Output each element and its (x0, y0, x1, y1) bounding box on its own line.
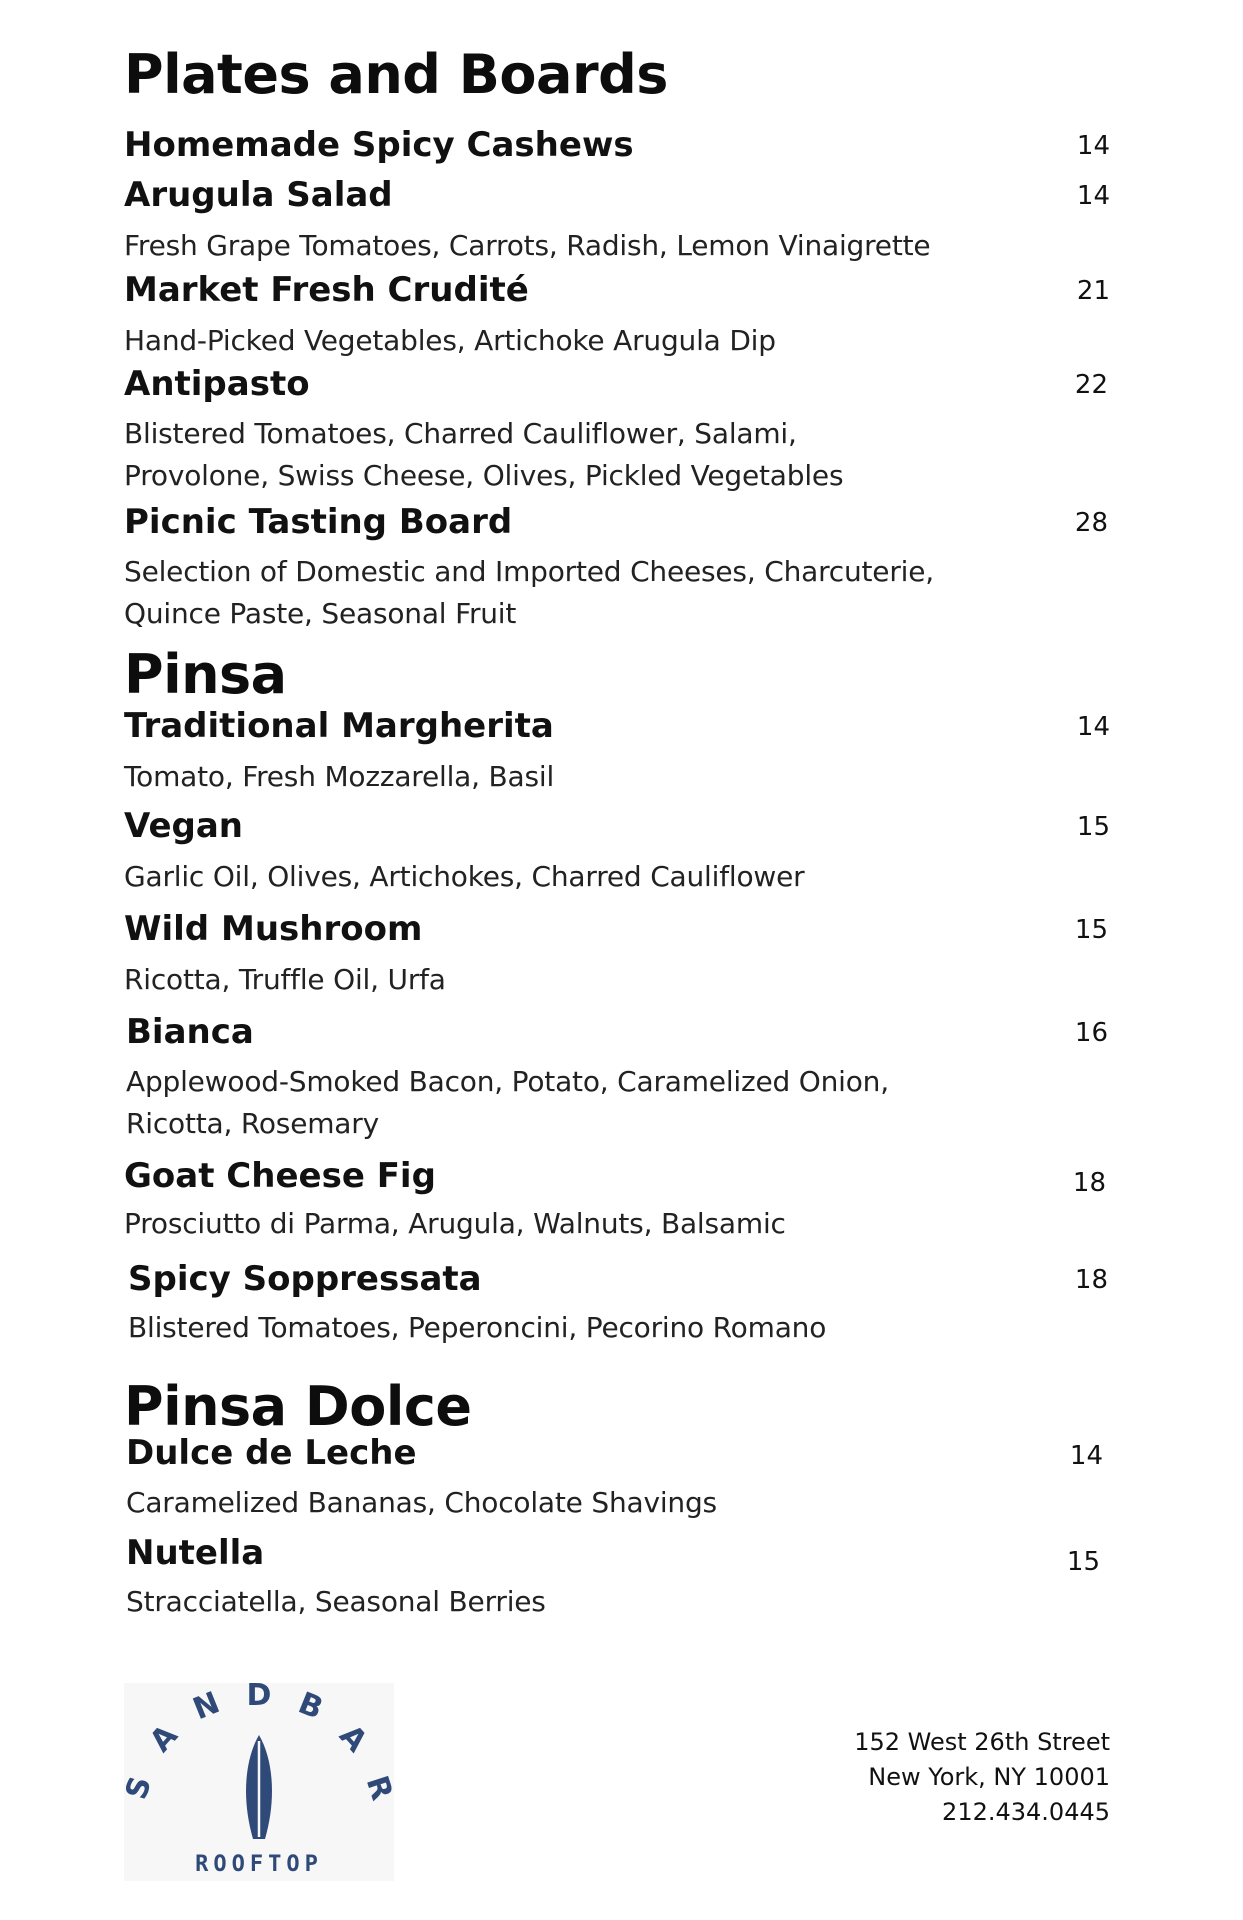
address-block (854, 1725, 1110, 1830)
address-street: 152 West 26th Street (854, 1728, 1110, 1756)
logo-graphic (118, 1678, 400, 1881)
menu-item-price: 15 (1076, 812, 1110, 842)
menu-item-description: Caramelized Bananas, Chocolate Shavings (126, 1486, 717, 1519)
logo-letter: B (293, 1685, 328, 1727)
menu-item-name: Picnic Tasting Board (124, 502, 513, 542)
menu-item-price: 16 (1074, 1018, 1108, 1048)
menu-item-name: Antipasto (124, 364, 310, 404)
menu-item-name: Nutella (126, 1533, 265, 1573)
menu-item-description: Provolone, Swiss Cheese, Olives, Pickled Vegetables (124, 459, 844, 492)
menu-item-name: Vegan (124, 806, 243, 846)
menu-item-name: Goat Cheese Fig (124, 1156, 436, 1196)
menu-item-description: Ricotta, Rosemary (126, 1107, 379, 1140)
logo-letter: N (188, 1685, 225, 1728)
menu-item-description: Ricotta, Truffle Oil, Urfa (124, 963, 446, 996)
logo-letter: R (358, 1771, 400, 1805)
logo-letter: A (143, 1718, 185, 1759)
menu-item-price: 18 (1072, 1168, 1106, 1198)
menu-item-price: 28 (1074, 508, 1108, 538)
menu-item-price: 15 (1066, 1547, 1100, 1577)
menu-item-price: 18 (1074, 1265, 1108, 1295)
logo-subtitle: ROOFTOP (195, 1852, 323, 1877)
menu-item-name: Wild Mushroom (124, 909, 423, 949)
menu-item-description: Blistered Tomatoes, Peperoncini, Pecorino Romano (128, 1311, 827, 1344)
address-city: New York, NY 10001 (868, 1763, 1110, 1791)
menu-item-price: 14 (1076, 181, 1110, 211)
logo-letter: S (118, 1772, 159, 1804)
menu-item-price: 22 (1074, 370, 1108, 400)
menu-item-description: Quince Paste, Seasonal Fruit (124, 597, 517, 630)
menu-item-description: Garlic Oil, Olives, Artichokes, Charred Cauliflower (124, 860, 805, 893)
section-title: Pinsa Dolce (124, 1375, 472, 1438)
menu-item-name: Market Fresh Crudité (124, 270, 529, 310)
menu-item-description: Tomato, Fresh Mozzarella, Basil (124, 760, 555, 793)
section-title: Plates and Boards (124, 43, 668, 106)
logo-letter: D (246, 1678, 272, 1713)
menu-item-price: 21 (1076, 276, 1110, 306)
menu-item-name: Dulce de Leche (126, 1433, 417, 1473)
menu-item-name: Arugula Salad (124, 175, 393, 215)
menu-item-price: 14 (1076, 131, 1110, 161)
menu-item-name: Spicy Soppressata (128, 1259, 482, 1299)
phone-number: 212.434.0445 (942, 1798, 1110, 1826)
menu-item-description: Blistered Tomatoes, Charred Cauliflower, Salami, (124, 417, 797, 450)
menu-item-price: 14 (1069, 1441, 1103, 1471)
menu-item-description: Fresh Grape Tomatoes, Carrots, Radish, Lemon Vinaigrette (124, 229, 931, 262)
menu-item-description: Hand-Picked Vegetables, Artichoke Arugula Dip (124, 324, 776, 357)
sandbar-rooftop-logo (118, 1678, 400, 1881)
menu-item-price: 15 (1074, 915, 1108, 945)
menu-item-description: Selection of Domestic and Imported Cheeses, Charcuterie, (124, 555, 934, 588)
menu-item-description: Applewood-Smoked Bacon, Potato, Caramelized Onion, (126, 1065, 889, 1098)
menu-item-name: Traditional Margherita (124, 706, 554, 746)
menu-item-price: 14 (1076, 712, 1110, 742)
menu-item-name: Homemade Spicy Cashews (124, 125, 634, 165)
logo-letter: A (332, 1718, 374, 1759)
menu-item-name: Bianca (126, 1012, 254, 1052)
menu-item-description: Prosciutto di Parma, Arugula, Walnuts, Balsamic (124, 1207, 786, 1240)
menu-item-description: Stracciatella, Seasonal Berries (126, 1585, 546, 1618)
section-title: Pinsa (124, 643, 287, 706)
surfboard-icon (246, 1735, 272, 1839)
